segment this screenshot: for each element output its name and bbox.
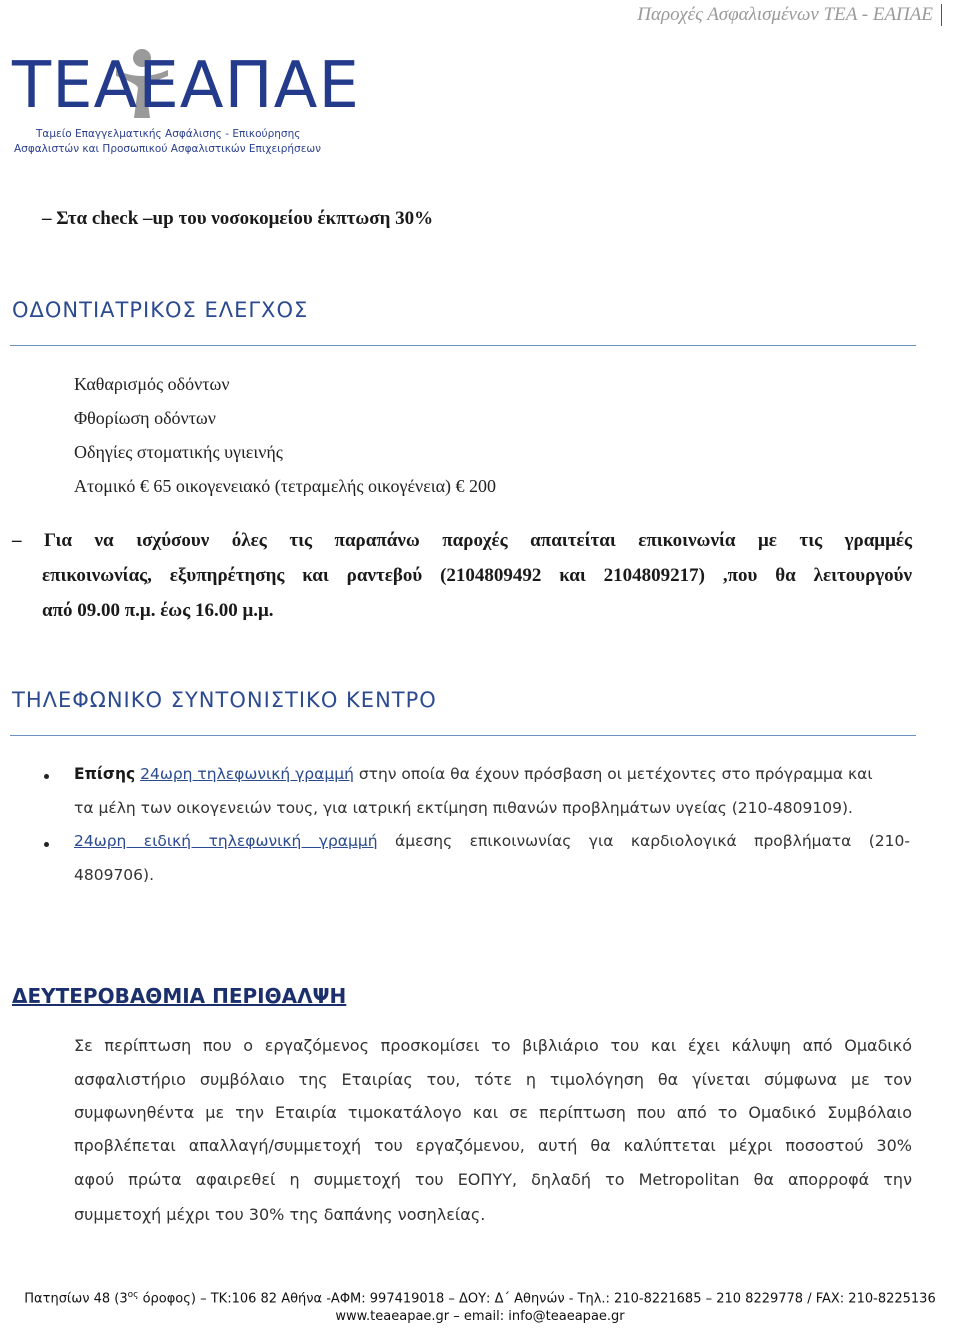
dental-item-3: Οδηγίες στοματικής υγιεινής: [74, 442, 283, 462]
phone-bullet-2: [74, 832, 910, 850]
phone-bullet-1-line2: τα μέλη των οικογενειών τους, για ιατρική εκτίμηση πιθανών προβλημάτων υγείας (210-4809109).: [74, 799, 853, 817]
notice-line-3: από 09.00 π.μ. έως 16.00 μ.μ.: [42, 600, 274, 621]
phone-bullet-1-bold: Επίσης: [74, 765, 136, 783]
dental-divider: [10, 345, 916, 346]
footer-floor-sup: ος: [127, 1290, 139, 1300]
secondary-line-5: αφού πρώτα αφαιρεθεί η συμμετοχή του ΕΟΠΥΥ, δηλαδή το Metropolitan θα απορροφά την: [74, 1170, 912, 1189]
dental-item-4: Ατομικό € 65 οικογενειακό (τετραμελής οικογένεια) € 200: [74, 476, 497, 496]
notice-line-1: – Για να ισχύσουν όλες τις παραπάνω παροχές απαιτείται επικοινωνία με τις γραμμές: [12, 530, 912, 551]
secondary-care-heading: ΔΕΥΤΕΡΟΒΑΘΜΙΑ ΠΕΡΙΘΑΛΨΗ: [12, 984, 347, 1008]
running-header: Παροχές Ασφαλισμένων ΤΕΑ - ΕΑΠΑΕ: [637, 4, 942, 26]
footer-address: [0, 1290, 960, 1306]
footer-contacts[interactable]: www.teaeapae.gr – email: info@teaeapae.gr: [335, 1309, 625, 1324]
dental-item-2: Φθορίωση οδόντων: [74, 408, 216, 428]
phone-center-heading: ΤΗΛΕΦΩΝΙΚΟ ΣΥΝΤΟΝΙΣΤΙΚΟ ΚΕΝΤΡΟ: [12, 688, 437, 712]
organization-logo: [12, 48, 360, 160]
secondary-line-3: συμφωνηθέντα με την Εταιρία τιμοκατάλογο και σε περίπτωση που από το Ομαδικό Συμβόλαιο: [74, 1103, 912, 1122]
logo-wordmark: ΤΕΑΕΑΠΑΕ: [12, 49, 360, 123]
checkup-discount: – Στα check –up του νοσοκομείου έκπτωση 30%: [42, 208, 434, 229]
footer-address-part1: Πατησίων 48 (3: [24, 1291, 128, 1307]
phone-center-divider: [10, 735, 916, 736]
phone-bullet-2-text: άμεσης επικοινωνίας για καρδιολογικά προβλήματα (210-: [395, 832, 910, 850]
notice-line-2: επικοινωνίας, εξυπηρέτησης και ραντεβού (2104809492 και 2104809217) ,που θα λειτουργούν: [42, 565, 912, 586]
phone-bullet-2-line2: 4809706).: [74, 866, 155, 884]
logo-subtitle-2: Ασφαλιστών και Προσωπικού Ασφαλιστικών Επιχειρήσεων: [14, 143, 322, 155]
dental-heading: ΟΔΟΝΤΙΑΤΡΙΚΟΣ ΕΛΕΓΧΟΣ: [12, 298, 309, 322]
secondary-line-2: ασφαλιστήριο συμβόλαιο της Εταιρίας του, τότε η τιμολόγηση θα γίνεται σύμφωνα με τον: [74, 1070, 912, 1089]
bullet-dot: [44, 842, 49, 847]
secondary-last-line: συμμετοχή μέχρι του 30% της δαπάνης νοσηλείας.: [74, 1205, 486, 1224]
bullet-dot: [44, 774, 49, 779]
cardio-hotline-link[interactable]: 24ωρη ειδική τηλεφωνική γραμμή: [74, 832, 378, 850]
secondary-line-1: Σε περίπτωση που ο εργαζόμενος προσκομίσει το βιβλιάριο του και έχει κάλυψη από Ομαδικό: [74, 1036, 912, 1055]
footer-address-part2: όροφος) – ΤΚ:106 82 Αθήνα -ΑΦΜ: 997419018 – ΔΟΥ: Δ΄ Αθηνών - Τηλ.: 210-8221685 – 210 8229778 / FAX: 210-8225136: [138, 1291, 936, 1307]
logo-subtitle-1: Ταμείο Επαγγελματικής Ασφάλισης - Επικούρησης: [36, 128, 301, 140]
secondary-line-4: προβλέπεται απαλλαγή/συμμετοχή του εργαζόμενου, αυτή θα καλύπτεται μέχρι ποσοστού 30%: [74, 1136, 912, 1155]
hotline-24h-link[interactable]: 24ωρη τηλεφωνική γραμμή: [140, 765, 354, 783]
phone-bullet-1: [74, 765, 914, 783]
dental-item-1: Καθαρισμός οδόντων: [74, 374, 230, 394]
phone-bullet-1-text: στην οποία θα έχουν πρόσβαση οι μετέχοντες στο πρόγραμμα και: [358, 765, 873, 783]
